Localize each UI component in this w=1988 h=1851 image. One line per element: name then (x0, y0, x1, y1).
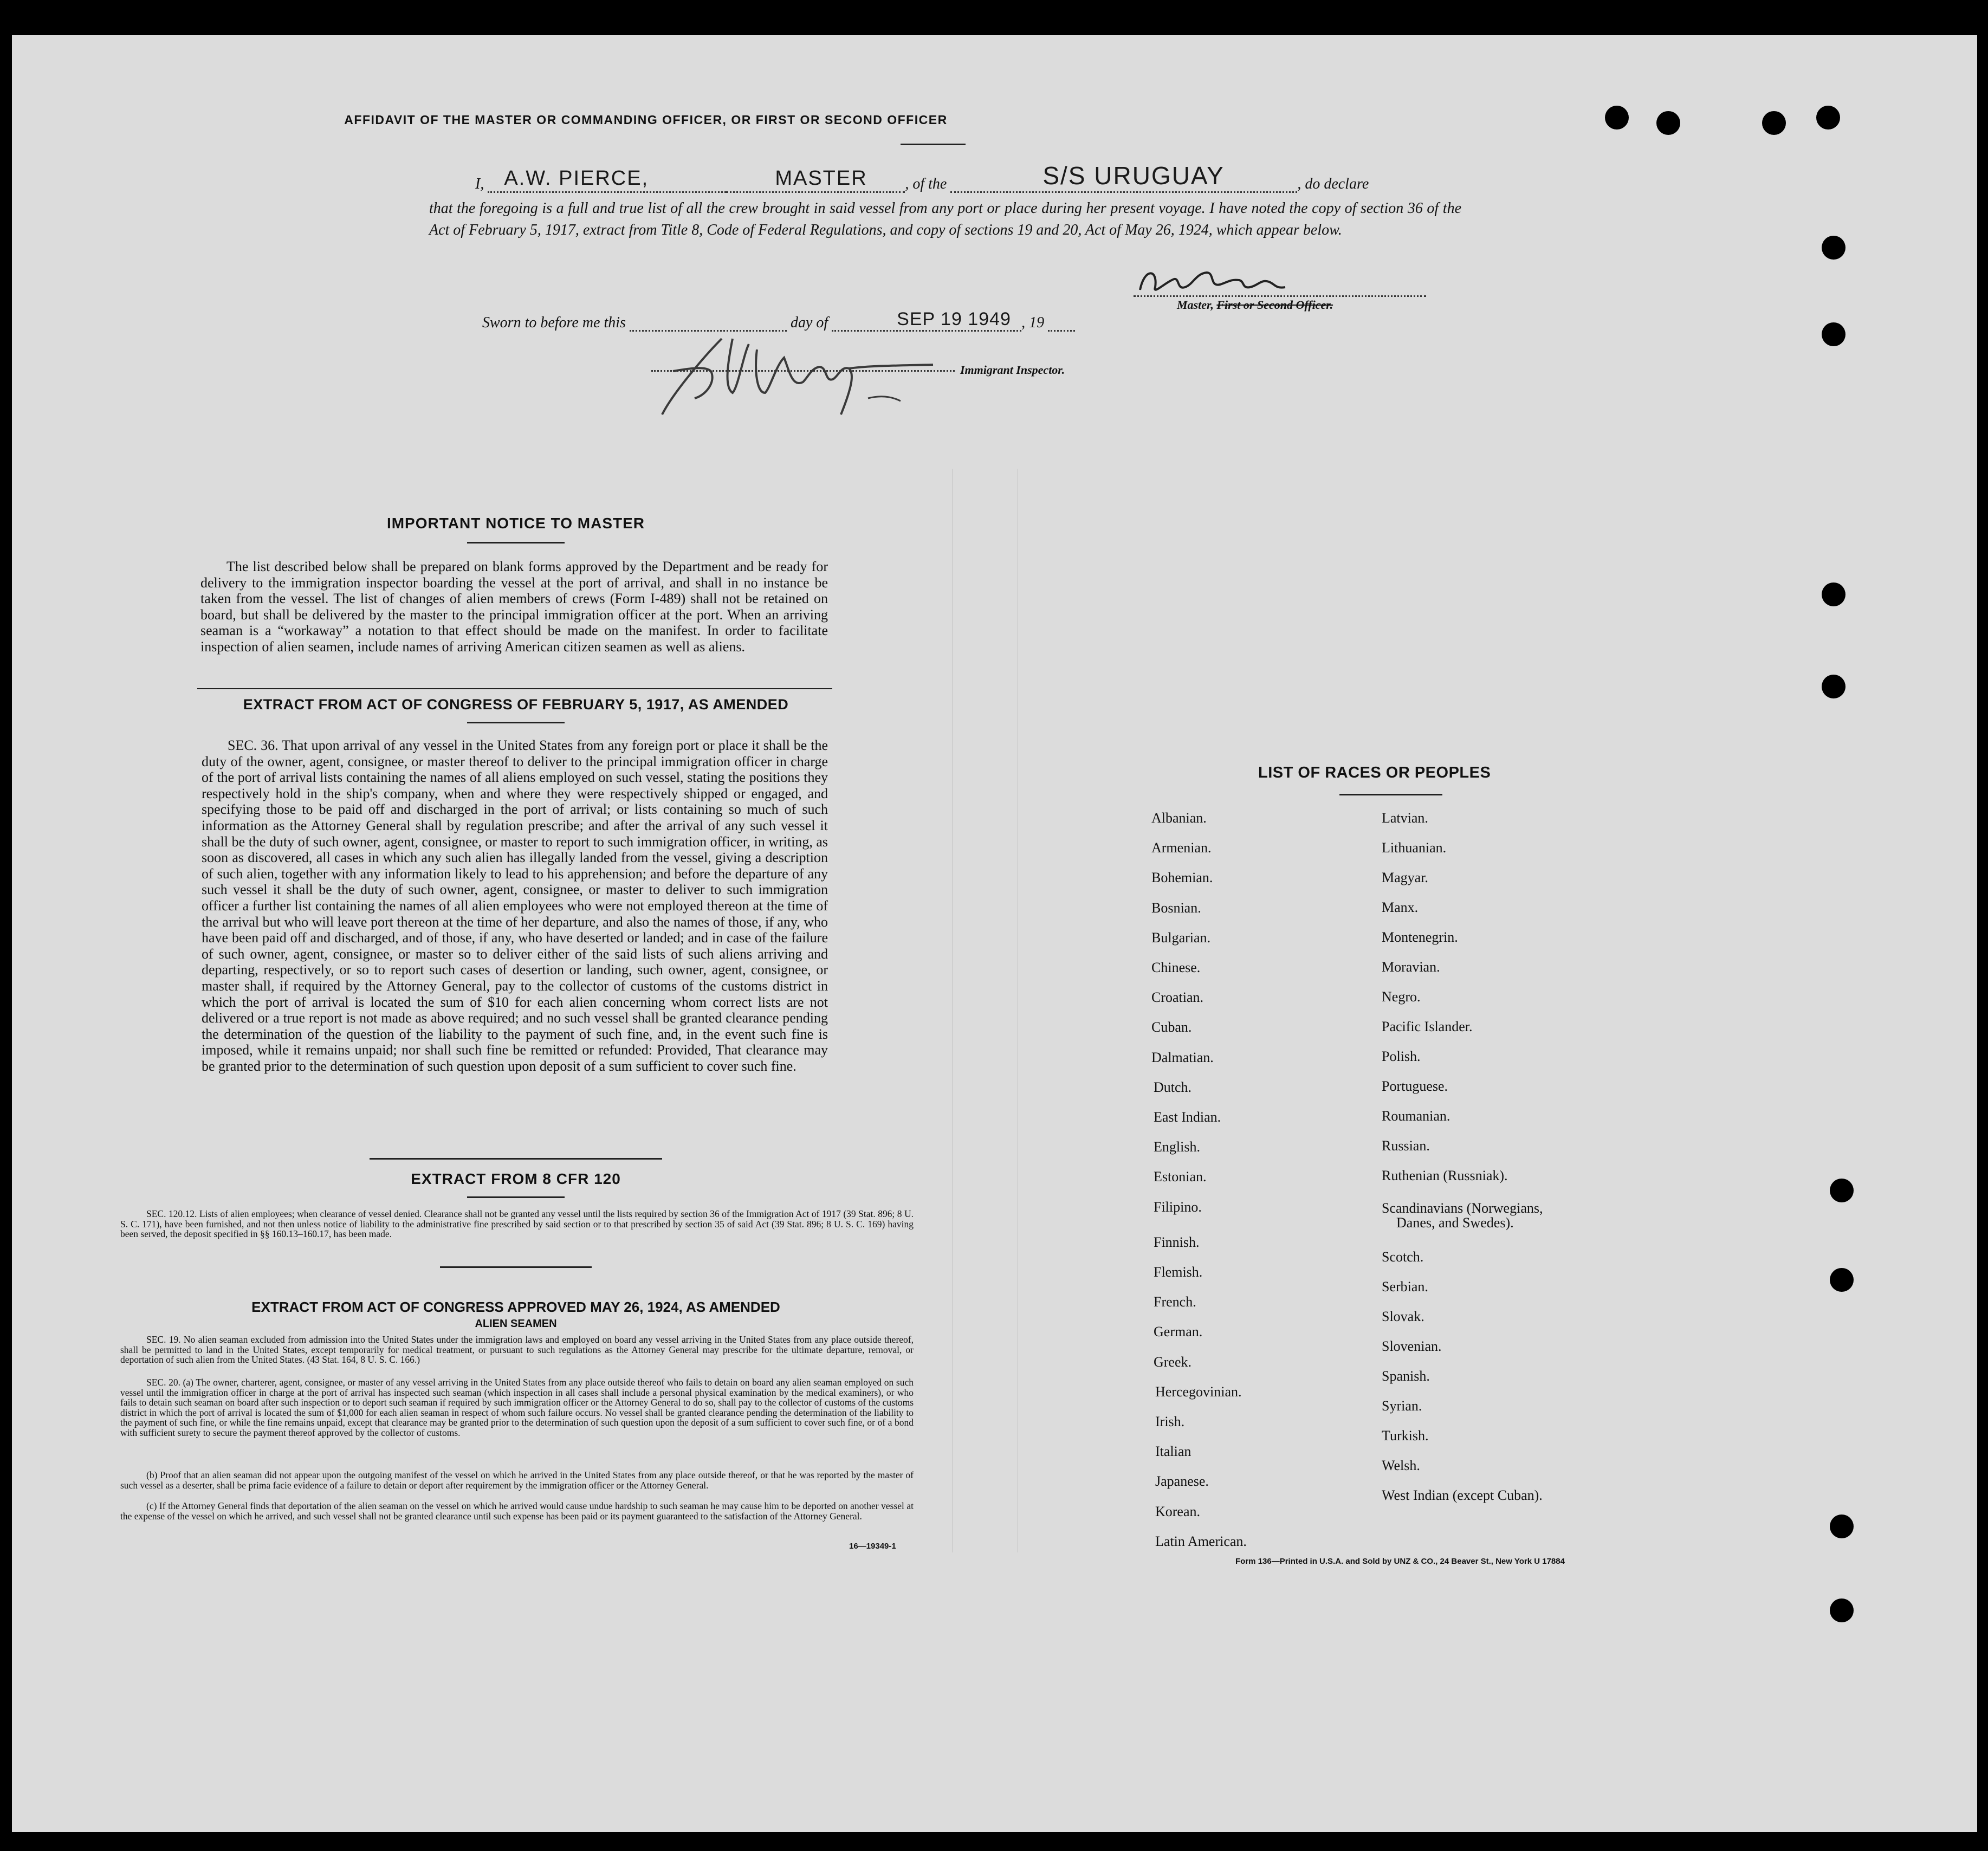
race-item: Welsh. (1382, 1458, 1420, 1473)
race-item: Syrian. (1382, 1398, 1422, 1414)
punch-hole (1830, 1598, 1854, 1622)
name-field (488, 167, 867, 193)
declarant-rank: MASTER (775, 167, 867, 190)
race-item: Finnish. (1154, 1234, 1200, 1250)
race-item: Slovenian. (1382, 1338, 1442, 1354)
affidavit-title: AFFIDAVIT OF THE MASTER OR COMMANDING OFFICER, OR FIRST OR SECOND OFFICER (344, 113, 948, 127)
race-item: Ruthenian (Russniak). (1382, 1168, 1508, 1183)
race-item: Latvian. (1382, 810, 1428, 826)
punch-hole (1830, 1179, 1854, 1202)
punch-hole (1822, 675, 1845, 698)
notice-text: The list described below shall be prepared on blank forms approved by the Department and be ready for delivery to the immigration inspector boarding the vessel at the port of arrival, and shall in no instance be taken from the vessel. The list of changes of alien members of crews (Form I-489) shall not be retained on board, but shall be delivered by the master to the principal immigration officer at the port. When an arriving seaman is a “workaway” a notation to that effect should be made on the manifest. In order to facilitate inspection of alien seamen, include names of arriving American citizen seamen as well as aliens. (200, 559, 828, 655)
race-item: Hercegovinian. (1155, 1383, 1242, 1400)
race-item: Dalmatian. (1151, 1049, 1214, 1065)
race-item: German. (1154, 1324, 1203, 1340)
race-item: Chinese. (1151, 960, 1201, 975)
race-item: Danes, and Swedes). (1396, 1215, 1514, 1231)
do-declare-label: , do declare (1297, 176, 1369, 192)
race-item: Croatian. (1151, 989, 1204, 1006)
race-item: Bohemian. (1151, 870, 1213, 886)
extract-1924-subtitle: ALIEN SEAMEN (475, 1318, 557, 1330)
race-item: Dutch. (1154, 1079, 1192, 1095)
notice-underline (467, 542, 565, 543)
punch-hole (1830, 1515, 1854, 1538)
race-item: English. (1154, 1139, 1200, 1155)
punch-hole (1822, 236, 1845, 260)
race-item: Roumanian. (1382, 1108, 1450, 1124)
punch-hole (1816, 106, 1840, 130)
declaration-text: that the foregoing is a full and true list of all the crew brought in said vessel from any port or place during her present voyage. I have noted the copy of section 36 of the Act of February 5, 1917, extract from Title 8, Code of Federal Regulations, and copy of sections 19 and 20, Act of May 26, 1924, which appear below. (429, 200, 1461, 238)
races-underline (1339, 794, 1442, 795)
race-item: Montenegrin. (1382, 929, 1458, 945)
affidavit-declaration-line (475, 161, 1467, 193)
race-item: Japanese. (1155, 1473, 1209, 1490)
extract-1917-text: SEC. 36. That upon arrival of any vessel in the United States from any foreign port or place it shall be the duty of the owner, agent, consignee, or master thereof to deliver to the principal immigration officer in charge of the port of arrival lists containing the names of all aliens employed on such vessel, stating the positions they respectively hold in the ship's company, when and where they were respectively shipped or engaged, and specifying those to be paid off and discharged in the port of arrival; or lists containing so much of such information as the Attorney General shall by regulation prescribe; and after the arrival of any such vessel it shall be the duty of such owner, agent, consignee, or master to report to such immigration officer, in writing, as soon as discovered, all cases in which any such alien has illegally landed from the vessel, giving a description of such alien, together with any information likely to lead to his apprehension; and before the departure of any such vessel it shall be the duty of such owner, agent, consignee, or master to deliver to such immigration officer a further list containing the names of all alien employees who were not employed thereon at the time of the arrival but who will leave port thereon at the time of her departure, and also the names of those, if any, who have been paid off and discharged, and of those, if any, who have deserted or landed; and in case of the failure of such owner, agent, consignee, or master so to deliver either of the said lists of such aliens arriving and departing, respectively, or so to report such cases of desertion or landing, such owner, agent, consignee, or master shall, if required by the Attorney General, pay to the collector of customs of the customs district in which the port of arrival is located the sum of $10 for each alien concerning whom correct lists are not delivered or a true report is not made as above required; and no such vessel shall be granted clearance pending the determination of the question of the liability to the payment of such fine, and, in the event such fine is imposed, while it remains unpaid; nor shall such fine be remitted or refunded: Provided, That clearance may be granted prior to the determination of such question upon deposit of a sum sufficient to cover such fine. (202, 737, 828, 1074)
race-item: French. (1154, 1294, 1196, 1310)
sec-20b-text: (b) Proof that an alien seaman did not appear upon the outgoing manifest of the vessel on which he arrived in the United States from any place outside thereof, or that he was reported by the master of such vessel as a deserter, shall be prima facie evidence of a failure to detain or deport after requirement by the immigration officer or the Attorney General. (120, 1470, 914, 1491)
of-the-label: , of the (905, 176, 947, 192)
race-item: West Indian (except Cuban). (1382, 1487, 1543, 1503)
race-item: Cuban. (1151, 1019, 1192, 1035)
vessel-field (950, 161, 1297, 193)
race-item: Scotch. (1382, 1249, 1424, 1265)
race-item: Scandinavians (Norwegians, (1382, 1200, 1543, 1216)
race-item: Portuguese. (1382, 1078, 1448, 1094)
race-item: Pacific Islander. (1382, 1019, 1473, 1034)
extract-1924-title: EXTRACT FROM ACT OF CONGRESS APPROVED MAY 26, 1924, AS AMENDED (251, 1299, 780, 1315)
race-item: Greek. (1154, 1354, 1192, 1370)
punch-hole (1656, 111, 1680, 135)
punch-hole (1762, 111, 1786, 135)
race-item: Spanish. (1382, 1368, 1430, 1384)
extract-cfr-text: SEC. 120.12. Lists of alien employees; when clearance of vessel denied. Clearance shall not be granted any vessel until the lists required by section 36 of the Immigration Act of 1917 (39 Stat. 896; 8 U. S. C. 171), have been furnished, and not then unless notice of liability to the administrative fine prescribed by said section or to that prescribed by section 35 of said Act (39 Stat. 896; 8 U. S. C. 169) having been served, the deposit specified in §§ 160.13–160.17, has been made. (120, 1208, 914, 1239)
title-underline (901, 144, 966, 145)
notice-title: IMPORTANT NOTICE TO MASTER (386, 515, 645, 532)
declarant-prefix: I, (475, 176, 484, 192)
master-title: Master, First or Second Officer. (1177, 298, 1333, 312)
race-item: Korean. (1155, 1503, 1201, 1519)
race-item: Slovak. (1382, 1309, 1424, 1324)
race-item: Magyar. (1382, 870, 1428, 885)
race-item: Estonian. (1154, 1169, 1207, 1185)
extract-1917-title: EXTRACT FROM ACT OF CONGRESS OF FEBRUARY 5, 1917, AS AMENDED (243, 696, 789, 713)
inspector-label: Immigrant Inspector. (960, 363, 1065, 377)
race-item: Negro. (1382, 989, 1421, 1005)
race-item: Russian. (1382, 1138, 1430, 1154)
vessel-name: S/S URUGUAY (1042, 161, 1225, 190)
race-item: Turkish. (1382, 1428, 1429, 1444)
race-item: Manx. (1382, 899, 1419, 915)
race-item: Albanian. (1151, 810, 1207, 826)
races-title: LIST OF RACES OR PEOPLES (1258, 764, 1491, 781)
punch-hole (1822, 322, 1845, 346)
race-item: Filipino. (1154, 1199, 1202, 1215)
date-stamp: SEP 19 1949 (897, 309, 1011, 329)
race-item: Serbian. (1382, 1279, 1428, 1295)
declarant-name: A.W. PIERCE, (504, 167, 649, 190)
punch-hole (1830, 1268, 1854, 1292)
sec-20a-text: SEC. 20. (a) The owner, charterer, agent, consignee, or master of any vessel arriving in the United States from any place outside thereof who fails to detain on board any alien seaman employed on such vessel until the immigration officer in charge at the port of arrival has inspected such seaman (which inspection in all cases shall include a personal physical examination by the medical examiners), or who fails to detain such seaman on board after such inspection or to deport such seaman if required by such immigration officer or the Attorney General to do so, shall pay to the collector of customs of the customs district in which the port of arrival is located the sum of $1,000 for each alien seaman in respect of whom such failure occurs. No vessel shall be granted clearance pending the determination of the liability to the payment of such fine, or while the fine remains unpaid, except that clearance may be granted prior to the determination of such question upon the deposit of a sum sufficient to cover such fine, or of a bond with sufficient surety to secure the payment thereof approved by the collector of customs. (120, 1377, 914, 1438)
punch-hole (1822, 583, 1845, 606)
sworn-line: Sworn to before me this day of SEP 19 1949 , 19 (482, 314, 1075, 332)
sec-19-text: SEC. 19. No alien seaman excluded from admission into the United States under the immigration laws and employed on board any vessel arriving in the United States from any place outside thereof, shall be permitted to land in the United States, except temporarily for medical treatment, or pursuant to such regulations as the Attorney General may prescribe for the ultimate departure, removal, or deportation of such alien from the United States. (43 Stat. 164, 8 U. S. C. 166.) (120, 1334, 914, 1365)
race-item: Bosnian. (1151, 899, 1201, 916)
race-item: Irish. (1155, 1414, 1185, 1429)
punch-hole (1605, 106, 1629, 130)
race-item: Armenian. (1151, 840, 1212, 856)
printer-imprint: Form 136—Printed in U.S.A. and Sold by UNZ & CO., 24 Beaver St., New York U 17884 (1235, 1557, 1565, 1566)
sec-20c-text: (c) If the Attorney General finds that deportation of the alien seaman on the vessel on which he arrived would cause undue hardship to such seaman he may cause him to be deported on another vessel at the expense of the vessel on which he arrived, and such vessel shall not be granted clearance until such expense has been paid or its payment guaranteed to the satisfaction of the Attorney General. (120, 1500, 914, 1522)
race-item: Italian (1155, 1444, 1191, 1460)
inspector-signature (640, 306, 944, 431)
race-item: Latin American. (1155, 1533, 1247, 1549)
race-item: Lithuanian. (1382, 840, 1447, 856)
extract-cfr-title: EXTRACT FROM 8 CFR 120 (411, 1170, 621, 1187)
race-item: Moravian. (1382, 959, 1440, 975)
race-item: East Indian. (1154, 1109, 1221, 1125)
form-number: 16—19349-1 (849, 1542, 896, 1551)
document-page (12, 35, 1977, 1832)
struck-officer-text: First or Second Officer. (1216, 298, 1333, 312)
race-item: Polish. (1382, 1049, 1421, 1064)
race-item: Flemish. (1154, 1264, 1203, 1280)
race-item: Bulgarian. (1151, 929, 1211, 946)
